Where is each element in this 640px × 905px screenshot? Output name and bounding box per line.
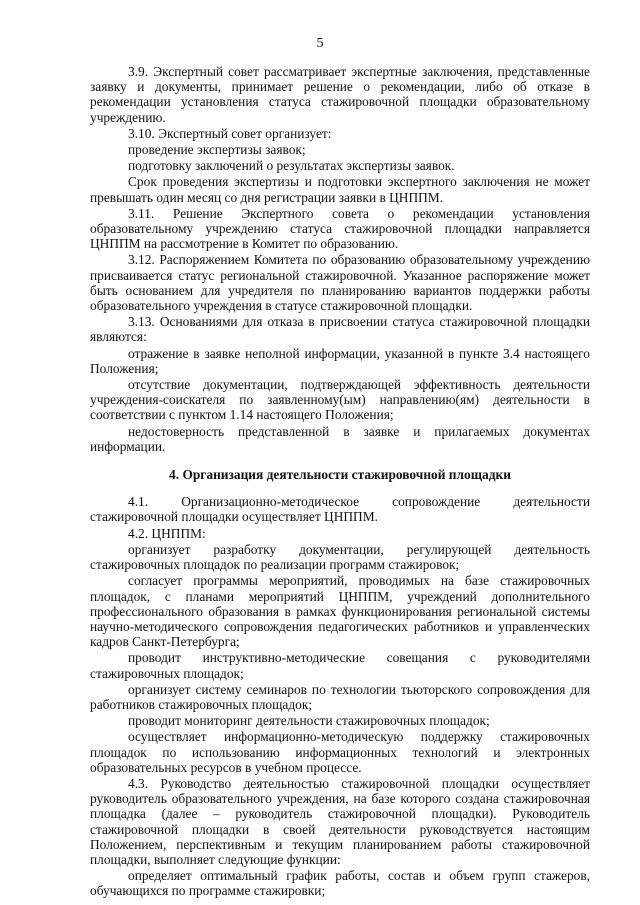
list-item-incomplete-info: отражение в заявке неполной информации, указанной в пункте 3.4 настоящего Положения; <box>90 345 590 376</box>
section-heading: 4. Организация деятельности стажировочной площадки <box>169 467 511 483</box>
paragraph-3-13: 3.13. Основаниями для отказа в присвоении статуса стажировочной площадки являются: <box>90 314 590 345</box>
list-item-monitoring: проводит мониторинг деятельности стажировочных площадок; <box>128 713 490 729</box>
list-item-unreliable-info: недостоверность представленной в заявке и прилагаемых документах информации. <box>90 423 590 454</box>
list-item-seminars: организует систему семинаров по технологии тьюторского сопровождения для работников стажировочных площадок; <box>90 681 590 712</box>
paragraph-3-10: 3.10. Экспертный совет организует: <box>128 125 332 141</box>
list-item-documentation: организует разработку документации, регулирующей деятельность стажировочных площадок по реализации программ стажировок; <box>90 541 590 573</box>
list-item-programs: согласует программы мероприятий, проводимых на базе стажировочных площадок, с планами мероприятий ЦНППМ, учреждений дополнительного профессионального образования в рамках функционирования региональной системы научно-методического сопровождения педагогических работников и управленческих кадров Санкт-Петербурга; <box>90 573 590 650</box>
list-item-conclusions: подготовку заключений о результатах экспертизы заявок. <box>128 158 455 174</box>
paragraph-3-12: 3.12. Распоряжением Комитета по образованию образовательному учреждению присваивается статус региональной стажировочной. Указанное распоряжение может быть основанием для учредителя по планированию вариантов поддержки работы образовательного учреждения в статусе стажировочной площадки. <box>90 252 590 314</box>
list-item-expertise: проведение экспертизы заявок; <box>128 142 306 158</box>
list-item-info-support: осуществляет информационно-методическую поддержку стажировочных площадок по использованию информационных технологий и электронных образовательных ресурсов в учебном процессе. <box>90 729 590 775</box>
list-item-schedule: определяет оптимальный график работы, состав и объем групп стажеров, обучающихся по программе стажировки; <box>90 868 590 899</box>
paragraph-3-9: 3.9. Экспертный совет рассматривает экспертные заключения, представленные заявку и документы, принимает решение о рекомендации, либо об отказе в рекомендации установления статуса стажировочной площадки образовательному учреждению. <box>90 64 590 125</box>
list-item-meetings: проводит инструктивно-методические совещания с руководителями стажировочных площадок; <box>90 650 590 681</box>
list-item-no-documentation: отсутствие документации, подтверждающей эффективность деятельности учреждения-соискателя по заявленному(ым) направлению(ям) деятельности в соответствии с пунктом 1.14 настоящего Положения; <box>90 377 590 423</box>
paragraph-deadline: Срок проведения экспертизы и подготовки экспертного заключения не может превышать один месяц со дня регистрации заявки в ЦНППМ. <box>90 174 590 205</box>
page-number: 5 <box>316 36 324 51</box>
paragraph-3-11: 3.11. Решение Экспертного совета о рекомендации установления образовательному учреждению статуса стажировочной площадки направляется ЦНППМ на рассмотрение в Комитет по образованию. <box>90 205 590 252</box>
paragraph-4-1: 4.1. Организационно-методическое сопровождение деятельности стажировочной площадки осуществляет ЦНППМ. <box>90 494 590 525</box>
paragraph-4-2: 4.2. ЦНППМ: <box>128 525 206 541</box>
document-body <box>90 64 590 900</box>
paragraph-4-3: 4.3. Руководство деятельностью стажировочной площадки осуществляет руководитель образовательного учреждения, на базе которого создана стажировочная площадка (далее – руководитель стажировочной площадки). Руководитель стажировочной площадки в своей деятельности руководствуется настоящим Положением, перспективным и текущим планированием работы стажировочной площадки, выполняет следующие функции: <box>90 775 590 867</box>
